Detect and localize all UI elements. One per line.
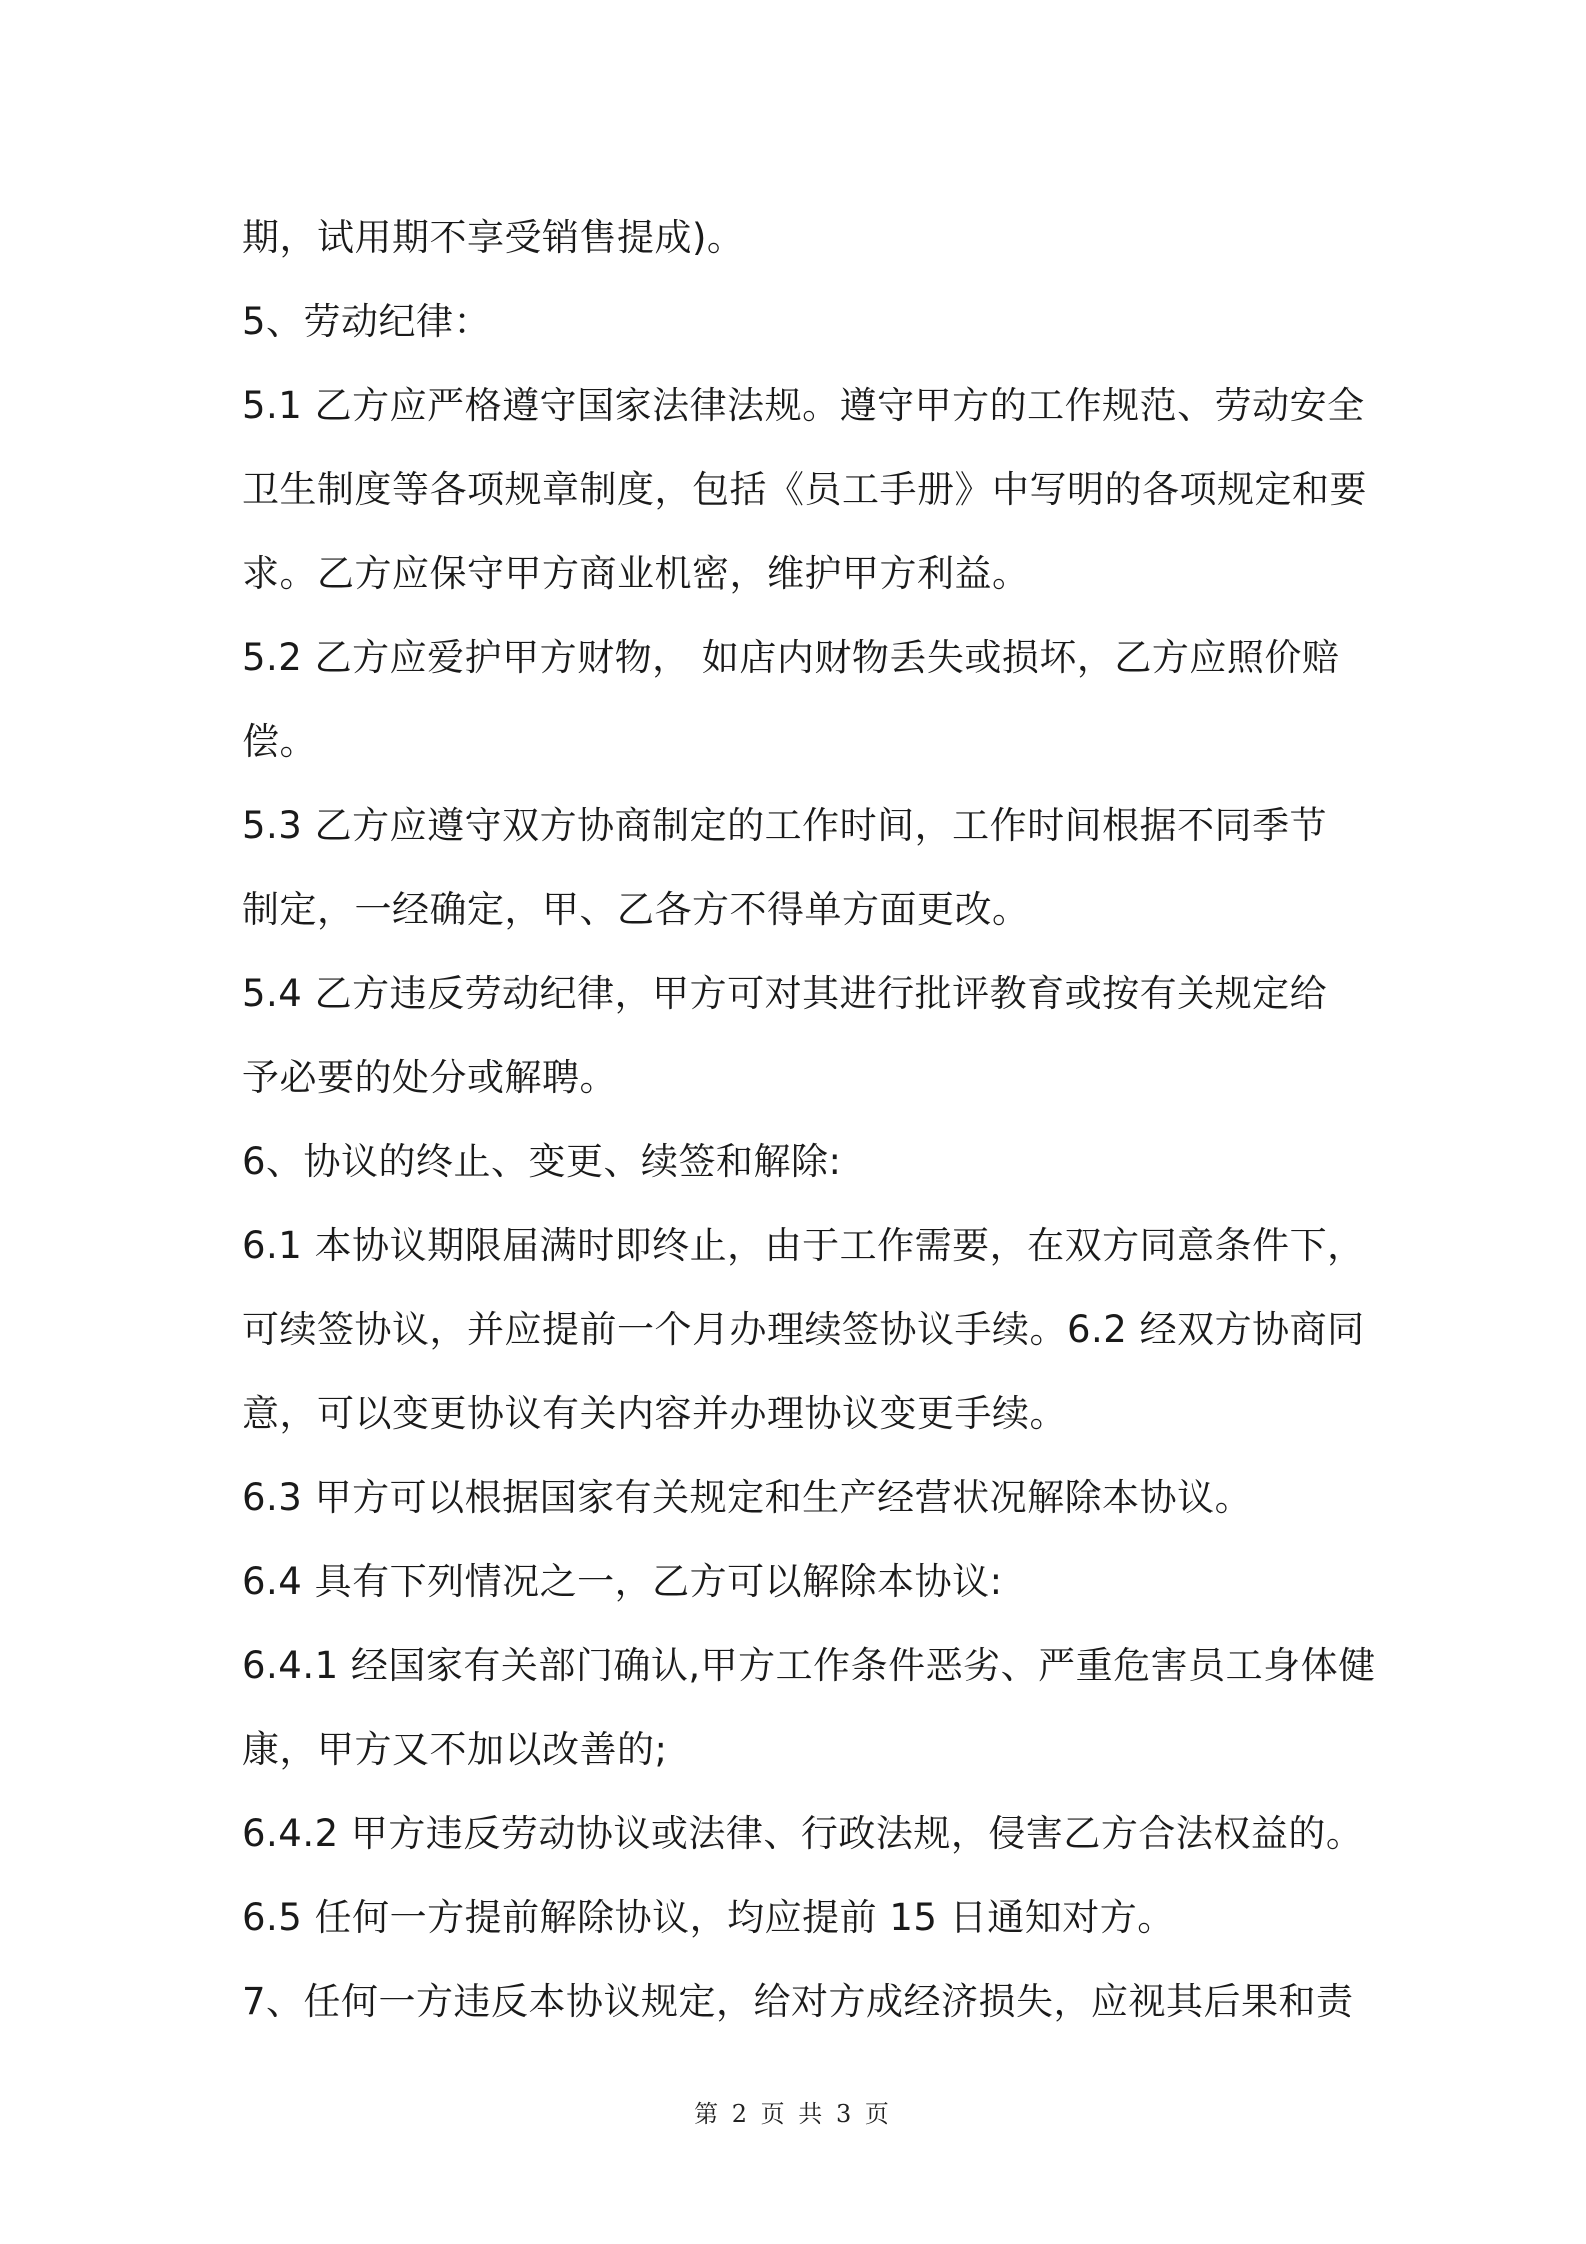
text-line: 6.4 具有下列情况之一，乙方可以解除本协议: xyxy=(242,1560,1003,1603)
text-line: 可续签协议，并应提前一个月办理续签协议手续。6.2 经双方协商同 xyxy=(242,1308,1365,1351)
text-line: 7、任何一方违反本协议规定，给对方成经济损失，应视其后果和责 xyxy=(242,1980,1354,2023)
text-line: 5.4 乙方违反劳动纪律，甲方可对其进行批评教育或按有关规定给 xyxy=(242,972,1328,1015)
text-line: 5.3 乙方应遵守双方协商制定的工作时间，工作时间根据不同季节 xyxy=(242,804,1328,847)
text-line: 意，可以变更协议有关内容并办理协议变更手续。 xyxy=(242,1392,1067,1435)
text-line: 6.1 本协议期限届满时即终止，由于工作需要，在双方同意条件下， xyxy=(242,1224,1365,1267)
text-line: 6.4.1 经国家有关部门确认,甲方工作条件恶劣、严重危害员工身体健 xyxy=(242,1644,1376,1687)
section-heading: 5、劳动纪律： xyxy=(242,300,492,343)
text-line: 期，试用期不享受销售提成)。 xyxy=(242,216,745,259)
text-line: 6.4.2 甲方违反劳动协议或法律、行政法规，侵害乙方合法权益的。 xyxy=(242,1812,1364,1855)
page-number-footer: 第 2 页 共 3 页 xyxy=(694,2100,892,2128)
text-line: 求。乙方应保守甲方商业机密，维护甲方利益。 xyxy=(242,552,1030,595)
text-line: 5.2 乙方应爱护甲方财物， 如店内财物丢失或损坏，乙方应照价赔 xyxy=(242,636,1340,679)
text-line: 予必要的处分或解聘。 xyxy=(242,1056,617,1099)
section-heading: 6、协议的终止、变更、续签和解除: xyxy=(242,1140,842,1183)
text-line: 制定，一经确定，甲、乙各方不得单方面更改。 xyxy=(242,888,1030,931)
text-line: 6.5 任何一方提前解除协议，均应提前 15 日通知对方。 xyxy=(242,1896,1175,1939)
text-line: 6.3 甲方可以根据国家有关规定和生产经营状况解除本协议。 xyxy=(242,1476,1253,1519)
text-line: 5.1 乙方应严格遵守国家法律法规。遵守甲方的工作规范、劳动安全 xyxy=(242,384,1365,427)
text-line: 偿。 xyxy=(242,720,317,763)
text-line: 康，甲方又不加以改善的; xyxy=(242,1728,668,1771)
text-line: 卫生制度等各项规章制度，包括《员工手册》中写明的各项规定和要 xyxy=(242,468,1367,511)
document-body xyxy=(242,196,1376,2044)
